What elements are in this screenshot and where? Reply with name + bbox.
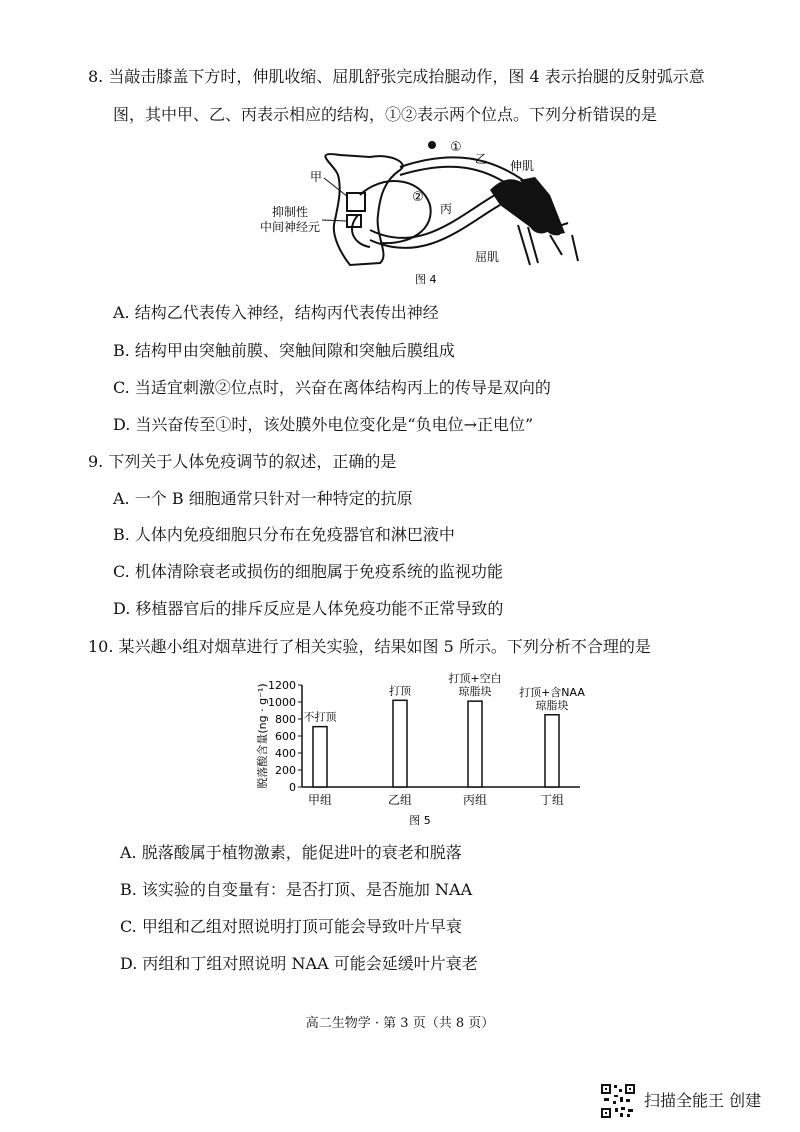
bar-data-label: 打顶+空白 xyxy=(448,672,502,686)
bar xyxy=(545,715,559,787)
structure-jia-box xyxy=(347,193,365,211)
bar-data-label: 不打顶 xyxy=(303,710,337,724)
label-extensor: 伸肌 xyxy=(510,159,535,173)
q8-option-b: B. 结构甲由突触前膜、突触间隙和突触后膜组成 xyxy=(113,341,455,360)
figure-4-caption: 图 4 xyxy=(415,273,437,286)
q9-stem: 9. 下列关于人体免疫调节的叙述，正确的是 xyxy=(88,452,397,471)
q10-option-c: C. 甲组和乙组对照说明打顶可能会导致叶片早衰 xyxy=(120,917,462,936)
bar xyxy=(393,700,407,787)
y-tick-label: 1000 xyxy=(268,696,296,709)
figure-5-caption: 图 5 xyxy=(409,814,431,827)
y-tick-label: 200 xyxy=(275,764,296,777)
q8-option-a: A. 结构乙代表传入神经，结构丙代表传出神经 xyxy=(113,303,439,322)
bar-data-label: 打顶+含NAA xyxy=(519,685,585,699)
y-tick-label: 1200 xyxy=(268,679,296,692)
efferent-nerve xyxy=(370,195,495,238)
label-site-2: ② xyxy=(412,190,424,205)
label-inhib-1: 抑制性 xyxy=(272,205,309,219)
bar-data-label: 打顶 xyxy=(389,684,411,698)
y-axis-label: 脱落酸含量(ng · g⁻¹) xyxy=(256,683,269,789)
x-category-label: 乙组 xyxy=(387,793,413,807)
q8-stem-line2: 图，其中甲、乙、丙表示相应的结构，①②表示两个位点。下列分析错误的是 xyxy=(113,105,658,124)
y-tick-label: 400 xyxy=(275,747,296,760)
x-category-label: 丁组 xyxy=(539,793,565,807)
bar-data-label: 琼脂块 xyxy=(535,698,569,712)
q9-option-a: A. 一个 B 细胞通常只针对一种特定的抗原 xyxy=(113,489,413,508)
q8-option-d: D. 当兴奋传至①时，该处膜外电位变化是“负电位→正电位” xyxy=(113,415,534,434)
q8-option-c: C. 当适宜刺激②位点时，兴奋在离体结构丙上的传导是双向的 xyxy=(113,378,551,397)
page-footer: 高二生物学 · 第 3 页（共 8 页） xyxy=(305,1016,495,1031)
abscisic-acid-bar-chart xyxy=(250,672,600,832)
hammer xyxy=(550,235,562,255)
q10-option-a: A. 脱落酸属于植物激素，能促进叶的衰老和脱落 xyxy=(120,843,462,862)
x-category-label: 丙组 xyxy=(462,793,488,807)
q10-option-d: D. 丙组和丁组对照说明 NAA 可能会延缓叶片衰老 xyxy=(120,954,478,973)
reflex-arc-figure xyxy=(250,135,600,295)
bar-data-label: 琼脂块 xyxy=(458,685,492,699)
label-bing: 丙 xyxy=(440,202,453,216)
q9-option-c: C. 机体清除衰老或损伤的细胞属于免疫系统的监视功能 xyxy=(113,562,503,581)
label-jia: 甲 xyxy=(310,170,323,184)
q9-option-b: B. 人体内免疫细胞只分布在免疫器官和淋巴液中 xyxy=(113,525,455,544)
y-tick-label: 800 xyxy=(275,713,296,726)
q10-option-b: B. 该实验的自变量有：是否打顶、是否施加 NAA xyxy=(120,880,473,899)
scanner-watermark: 扫描全能王 创建 xyxy=(644,1091,762,1110)
label-flexor: 屈肌 xyxy=(475,250,500,264)
q9-option-d: D. 移植器官后的排斥反应是人体免疫功能不正常导致的 xyxy=(113,599,504,618)
qr-code-icon xyxy=(600,1083,636,1119)
label-site-1: ① xyxy=(450,140,462,155)
q10-stem: 10. 某兴趣小组对烟草进行了相关实验，结果如图 5 所示。下列分析不合理的是 xyxy=(88,637,651,656)
bar xyxy=(313,727,327,787)
q8-stem-line1: 8. 当敲击膝盖下方时，伸肌收缩、屈肌舒张完成抬腿动作，图 4 表示抬腿的反射弧示意 xyxy=(88,67,705,86)
y-tick-label: 600 xyxy=(275,730,296,743)
y-tick-label: 0 xyxy=(289,781,296,794)
label-yi: 乙 xyxy=(475,152,488,166)
x-category-label: 甲组 xyxy=(307,793,333,807)
bar xyxy=(468,701,482,787)
label-inhib-2: 中间神经元 xyxy=(260,220,321,234)
